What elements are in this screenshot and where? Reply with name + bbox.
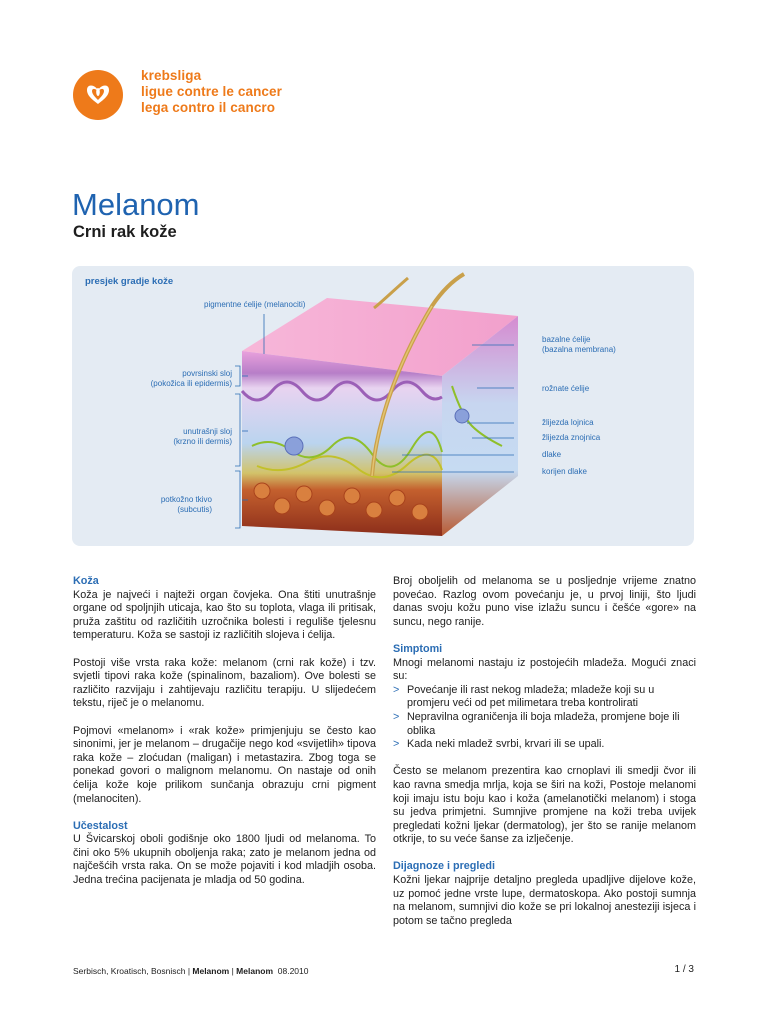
org-line-de: krebsliga [141, 68, 202, 83]
label-hair-root: korijen dlake [542, 467, 587, 476]
paragraph-koza-1: Koža je najveći i najteži organ čovjeka. Ona štiti unutrašnje organe od spoljnjih uticaja, kao što su toplota, vlaga ili pritisak, pruža zaštitu od različitih uzročnika bolesti i reguliše tjelesnu temperaturu. Koža se sastoji iz različitih slojeva i ćelija. [73, 588, 376, 642]
paragraph-simptomi: Mnogi melanomi nastaju iz postojećih mladeža. Mogući znaci su: [393, 656, 696, 683]
label-subcutis-line2: (subcutis) [177, 505, 212, 514]
footer-separator: | [185, 966, 193, 976]
label-basal-cells [542, 335, 616, 355]
figure-caption: presjek gradje kože [85, 276, 174, 287]
label-basal-cells-line2: (bazalna membrana) [542, 345, 616, 354]
footer-languages: Serbisch, Kroatisch, Bosnisch [73, 966, 186, 976]
footer-topic-1: Melanom [192, 966, 230, 976]
heading-ucestalost: Učestalost [73, 819, 128, 832]
label-surface-layer [92, 369, 232, 389]
hands-flower-icon [73, 70, 123, 120]
bullet-mark: > [393, 683, 400, 696]
label-inner-layer [92, 427, 232, 447]
footer-date: 08.2010 [277, 966, 309, 976]
heading-simptomi: Simptomi [393, 642, 443, 655]
list-item [393, 738, 696, 752]
org-line-fr: ligue contre le cancer [141, 84, 283, 99]
skin-cross-section-figure [72, 266, 694, 546]
label-inner-layer-line2: (krzno ili dermis) [173, 437, 232, 446]
label-pigment-cells: pigmentne ćelije (melanociti) [204, 300, 306, 309]
footer-topic-2: Melanom [236, 966, 274, 976]
right-column [393, 575, 696, 942]
label-sweat-gland: žlijezda znojnica [542, 433, 601, 442]
list-item [393, 684, 696, 711]
symptom-text: Povećanje ili rast nekog mladeža; mladeže koji su u promjeru veći od pet milimetara treba kontrolirati [407, 683, 655, 710]
label-basal-cells-line1: bazalne ćelije [542, 335, 591, 344]
symptom-text: Nepravilna ograničenja ili boja mladeža, promjene boje ili oblika [407, 710, 680, 737]
label-horn-cells: rožnate ćelije [542, 384, 590, 393]
paragraph-presentation: Često se melanom prezentira kao crnoplavi ili smedji čvor ili kao ravna smedja mrlja, koja se širi na koži, Postoje melanomi koji imaju istu boju kao i koža (amelanotički melanom) i stoga su jedva primjetni. Sumnjive promjene na koži treba uvijek pregledati kožni ljekar (dermatolog), jer što se ranije melanom otkrije, to su veće šanse za izlječenje. [393, 765, 696, 846]
paragraph-ucestalost: U Švicarskoj oboli godišnje oko 1800 ljudi od melanoma. To čini oko 5% ukupnih oboljenja raka; zato je melanom jedna od najčešćih vrsta raka. On se može pojaviti i kod mladjih osoba. Jedna trećina pacijenata je mladja od 50 godina. [73, 833, 376, 887]
left-column [73, 575, 376, 901]
paragraph-koza-2: Postoji više vrsta raka kože: melanom (crni rak kože) i tzv. svjetli tipovi raka kože (spinalinom, bazaliom). Ove bolesti se različito razvijaju i zahtijevaju različitu terapiju. U slijedećem tekstu, riječ je o melanomu. [73, 656, 376, 710]
page-footer [73, 966, 308, 976]
bullet-mark: > [393, 710, 400, 723]
paragraph-increase: Broj oboljelih od melanoma se u posljednje vrijeme znatno povećao. Razlog ovom povećanju je, u prvoj liniji, što ljudi danas svoju kožu puno vise izlažu suncu i češće «gore» na suncu, nego ranije. [393, 575, 696, 628]
label-surface-layer-line2: (pokožica ili epidermis) [150, 379, 232, 388]
label-surface-layer-line1: povrsinski sloj [182, 369, 232, 378]
label-hair: dlake [542, 450, 562, 459]
org-line-it: lega contro il cancro [141, 100, 276, 115]
symptom-list [393, 684, 696, 752]
footer-separator: | [229, 966, 237, 976]
label-subcutis [92, 495, 212, 515]
org-name [141, 68, 282, 116]
symptom-text: Kada neki mladež svrbi, krvari ili se upali. [407, 738, 605, 751]
list-item [393, 711, 696, 738]
label-inner-layer-line1: unutrašnji sloj [183, 427, 232, 436]
page-number: 1 / 3 [674, 964, 694, 975]
paragraph-dijagnoze: Kožni ljekar najprije detaljno pregleda upadljive dijelove kože, uz pomoć jedne vrste lupe, dermatoskopa. Ako postoji sumnja na melanom, sumnjivi dio kože se pri lokalnoj anesteziji isjeca i potom se tačno pregleda [393, 874, 696, 927]
paragraph-koza-3: Pojmovi «melanom» i «rak kože» primjenjuju se često kao sinonimi, jer je melanom – drugačije nego kod «svijetlih» tipova raka kože – zloćudan (maligan) i metastazira. Zbog toga se ponekad govori o malignom melanomu. On nastaje od onih ćelija kože koje prilikom sunčanja obrazuju crni pigment (melanociten). [73, 724, 376, 805]
label-subcutis-line1: potkožno tkivo [160, 495, 212, 504]
page-title: Melanom [72, 187, 200, 222]
heading-koza: Koža [73, 575, 99, 587]
bullet-mark: > [393, 738, 400, 751]
page-subtitle: Crni rak kože [73, 223, 177, 241]
org-logo [73, 70, 282, 120]
label-sebaceous-gland: žlijezda lojnica [542, 418, 594, 427]
heading-dijagnoze: Dijagnoze i pregledi [393, 860, 495, 873]
